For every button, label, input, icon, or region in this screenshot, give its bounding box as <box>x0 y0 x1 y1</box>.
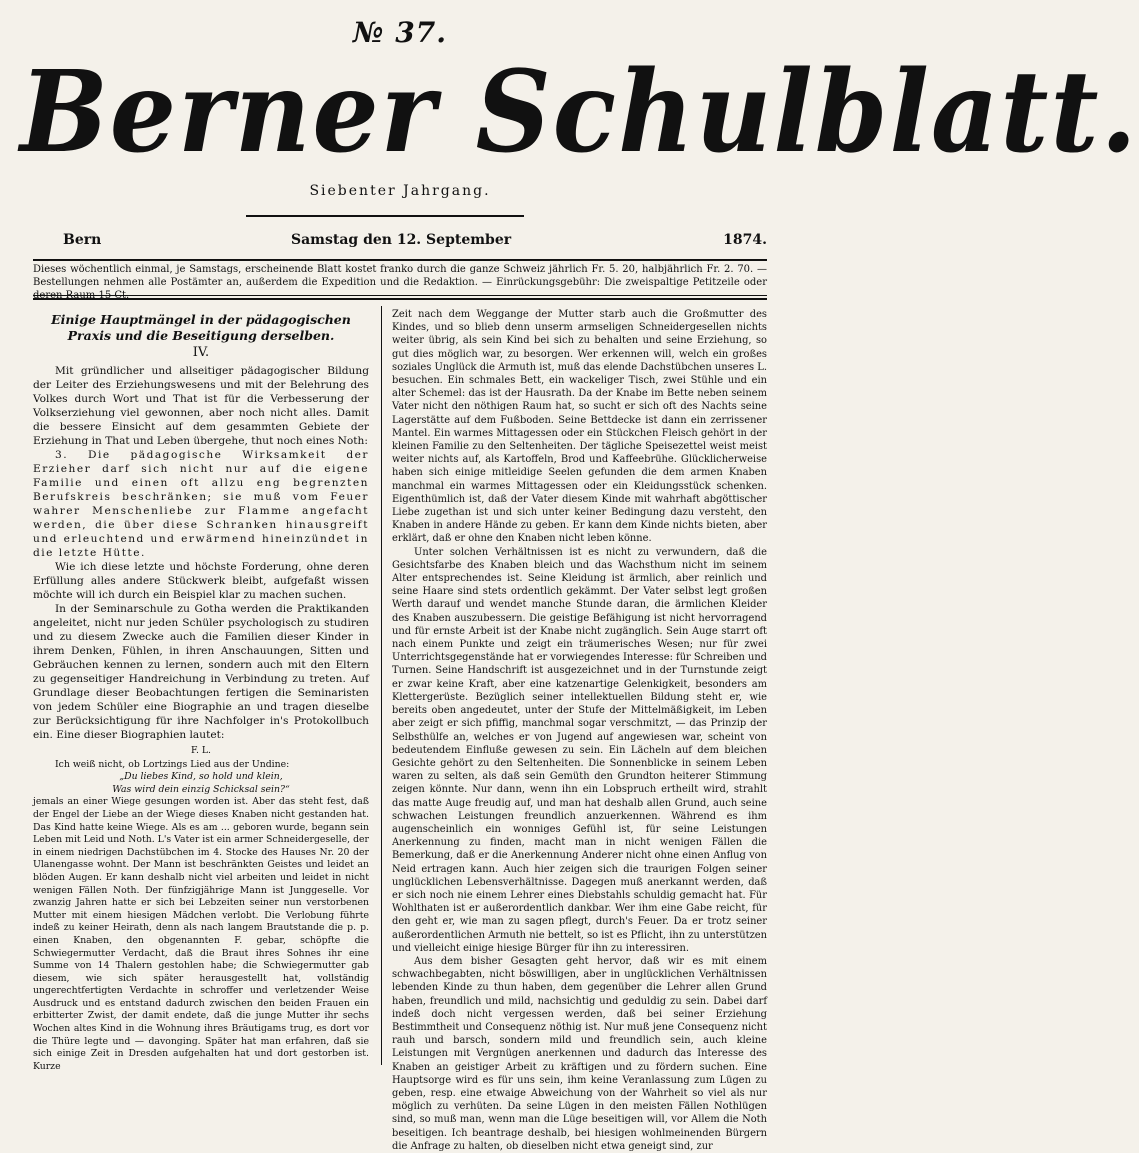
header-rule-thin <box>33 295 767 296</box>
header-rule-top <box>33 259 767 261</box>
poem-line: „Du liebes Kind, so hold und klein, <box>119 771 283 783</box>
subscription-notice: Dieses wöchentlich einmal, je Samstags, erscheinende Blatt kostet franko durch die ganze Schweiz jährlich Fr. 5. 20, halbjährlich Fr. 2. 70. — Bestellungen nehmen alle Postämter an, außerdem die Expedition und die Redaktion. — Einrückungsgebühr: Die zweispaltige Petitzeile oder <box>33 264 767 288</box>
paragraph: jemals an einer Wiege gesungen worden ist. Aber das steht fest, daß der Engel der Liebe an der Wiege dieses Knaben nicht gestanden hat. Das Kind hatte keine Wiege. Als es am ... geboren wurde, begann sein Leben mit Leid und Noth. L's Vater ist ein armer Schneidergeselle, der in einem niedrigen Dachstübchen im 4. Stocke des Hauses Nr. 20 der Ulanengasse wohnt. Der Mann ist beschränkten Geistes und leidet an blöden Augen. Er kann deshalb nicht viel arbeiten und leidet in nicht wenigen Fällen Noth. Der fünfzigjährige Mann ist Junggeselle. Vor zwanzig Jahren hatte er sich bei Lebzeiten seiner nun verstorbenen Mutter mit einem hiesigen Mädchen verlobt. Die Verlobung führte indeß zu keiner Heirath, denn als nach langem Brautstande die p. p. einen Knaben, den obgenannten F. gebar, schöpfte die Schwiegermutter Verdacht, daß die Braut ihres Sohnes ihr eine Summe von 14 Thalern gestohlen habe; die Schwiegermutter gab diesem, wie sich später herausgestellt hat, vollständig ungerechtfertigten Verdachte in schroffer und verletzender Weise Ausdruck und es entstand dadurch zwischen den beiden Frauen ein erbitterter Zwist, der damit endete, daß die junge Mutter ihr sechs Wochen altes Kind in die Wohnung ihres Bräutigams trug, es dort vor die Thüre legte und — davonging. Später hat man erfahren, daß sie sich einige Zeit in Dresden aufgehalten hat und dort gestorben ist. Kurze <box>33 796 369 1072</box>
biography-initials: F. L. <box>190 745 212 756</box>
right-column <box>392 308 767 1152</box>
issue-number: № 37. <box>353 16 447 49</box>
column-divider <box>381 306 382 1065</box>
dateline-city: Bern <box>63 232 102 248</box>
paragraph: Wie ich diese letzte und höchste Forderung, ohne deren Erfüllung alles andere Stückwerk bleibt, aufgefaßt wissen möchte will ich durch ein Beispiel klar zu machen suchen. <box>33 561 369 601</box>
dateline <box>33 232 767 254</box>
section-number: IV. <box>192 345 210 360</box>
masthead-divider <box>246 215 524 217</box>
left-column <box>33 308 369 1072</box>
article-title: Einige Hauptmängel in der pädagogischen Praxis und die Beseitigung derselben. <box>51 312 351 343</box>
paragraph: Zeit nach dem Weggange der Mutter starb auch die Großmutter des Kindes, und so blieb denn unserm armseligen Schneidergesellen nichts weiter übrig, als sein Kind bei sich zu behalten und seine Erziehung, so gut dies möglich war, zu besorgen. Wer erkennen will, welch ein großes soziales Unglück die Armuth ist, muß das elende Dachstübchen unseres L. besuchen. Ein schmales Bett, ein wackeliger Tisch, zwei Stühle und ein alter Schemel: das ist der Hausrath. Da der Knabe im Bette neben seinem Vater nicht den nöthigen Raum hat, so sucht er sich oft des Nachts seine Lagerstätte auf dem Fußboden. Seine Bettdecke ist dann ein zerrissener Mantel. Ein warmes Mittagessen oder ein Stückchen Fleisch gehört in der kleinen Familie zu den Seltenheiten. Der tägliche Speisezettel weist meist weiter nichts auf, als Kartoffeln, Brod und Kaffeebrühe. Glücklicherweise haben sich einige mitleidige Seelen gefunden die dem armen Knaben manchmal ein warmes Mittagessen oder ein Kleidungsstück schenken. Eigenthümlich ist, daß der Vater diesem Kinde mit wahrhaft abgöttischer Liebe zugethan ist und sich unter keiner Bedingung dazu versteht, den Knaben in andere Hände zu geben. Er kann dem Kinde nichts bieten, aber erklärt, daß er ohne den Knaben nicht leben könne. <box>392 309 767 545</box>
masthead-title: Berner Schulblatt. <box>20 45 1139 178</box>
dateline-year: 1874. <box>723 232 767 248</box>
volume-subtitle: Siebenter Jahrgang. <box>309 183 491 199</box>
poem-line: Was wird dein einzig Schicksal sein?“ <box>112 783 290 795</box>
paragraph: Aus dem bisher Gesagten geht hervor, daß wir es mit einem schwachbegabten, nicht böswilligen, aber in unglücklichen Verhältnissen lebenden Kinde zu thun haben, dem gegenüber die Lehrer allen Grund haben, freundlich und mild, nachsichtig und geduldig zu sein. Dabei darf indeß doch nicht vergessen werden, daß bei seiner Erziehung Bestimmtheit und Consequenz nöthig ist. Nur muß jene Consequenz nicht rauh und barsch, sondern mild und freundlich sein, auch kleine Leistungen mit Vergnügen anerkennen und dadurch das Interesse des Knaben an geistiger Arbeit zu kräftigen und zu fördern suchen. Eine Hauptsorge wird es für uns sein, ihm keine Veranlassung zum Lügen zu geben, resp. eine etwaige Abweichung von der Wahrheit so viel als nur möglich zu verhüten. Da seine Lügen in den meisten Fällen Nothlügen sind, so muß man, wenn man die Lüge beseitigen will, vor Allem die Noth beseitigen. Ich beantrage deshalb, bei hiesigen wohlmeinenden Bürgern die Anfrage zu halten, ob dieselben nicht etwa geneigt sind, zur <box>392 955 767 1152</box>
paragraph-emphasized: 3. Die pädagogische Wirksamkeit der Erzieher darf sich nicht nur auf die eigene Familie und einen oft allzu eng begrenzten Berufskreis beschränken; sie muß vom Feuer wahrer Menschenliebe zur Flamme angefacht werden, die über diese Schranken hinausgreift und erleuchtend und erwärmend hineinzündet in die letzte Hütte. <box>33 449 369 559</box>
paragraph: In der Seminarschule zu Gotha werden die Praktikanden angeleitet, nicht nur jeden Schüler psychologisch zu studiren und zu diesem Zwecke auch die Familien dieser Kinder in ihrem Denken, Fühlen, in ihren Anschauungen, Sitten und Gebräuchen kennen zu lernen, sondern auch mit den Eltern zu gegenseitiger Handreichung in Verbindung zu treten. Auf Grundlage dieser Beobachtungen fertigen die Seminaristen von jedem Schüler eine Biographie an und tragen dieselbe zur Berücksichtigung für ihre Nachfolger in's Protokollbuch ein. Eine dieser Biographien lautet: <box>33 603 369 741</box>
header-rule-bottom <box>33 298 767 300</box>
dateline-date: Samstag den 12. September <box>291 232 512 248</box>
quote-intro: Ich weiß nicht, ob Lortzings Lied aus der Undine: <box>55 758 290 770</box>
paragraph: Mit gründlicher und allseitiger pädagogischer Bildung der Leiter des Erziehungswesens und mit der Belehrung des Volkes durch Wort und That ist für die Verbesserung der Volkserziehung viel gewonnen, aber noch nicht alles. Damit die bessere Einsicht auf dem gesammten Gebiete der Erziehung in That und Leben übergehe, thut noch eines Noth: <box>33 365 369 447</box>
paragraph: Unter solchen Verhältnissen ist es nicht zu verwundern, daß die Gesichtsfarbe des Knaben bleich und das Wachsthum nicht im seinem Alter entsprechendes ist. Seine Kleidung ist ärmlich, aber reinlich und seine Haare sind stets ordentlich gekämmt. Der Vater selbst legt großen Werth darauf und wendet manche Stunde daran, die ärmlichen Kleider des Knaben auszubessern. Die geistige Befähigung ist nicht hervorragend und für ernste Arbeit ist der Knabe nicht zugänglich. Sein Auge starrt oft nach einem Punkte und zeigt ein träumerisches Wesen; nur für zwei Unterrichtsgegenstände hat er vorwiegendes Interesse: für Schreiben und Turnen. Seine Handschrift ist ausgezeichnet und in der Turnstunde zeigt er zwar keine Kraft, aber eine katzenartige Gelenkigkeit, besonders am Klettergerüste. Bezüglich seiner intellektuellen Bildung steht er, wie bereits oben angedeutet, unter der Stufe der Mittelmäßigkeit, im Leben aber zeigt er sich pfiffig, manchmal sogar verschmitzt, — das Prinzip der Selbsthülfe an, welches er von Jugend auf angewiesen war, scheint von bedeutendem Einfluße gewesen zu sein. Ein Lächeln auf dem bleichen Gesichte gehört zu den Seltenheiten. Die Sonnenblicke in seinem Leben waren zu selten, als daß sein Gemüth den Grundton heiterer Stimmung zeigen könnte. Nur dann, wenn ihn ein Lobspruch ertheilt wird, strahlt das matte Auge freudig auf, und man hat deshalb allen Grund, auch seine schwachen Leistungen freundlich anzuerkennen. Während es ihm augenscheinlich ein wonniges Gefühl ist, für seine Leistungen Anerkennung zu finden, macht man in nicht wenigen Fällen die Bemerkung, daß er die Anerkennung Anderer nicht ohne einen Anflug von Neid ertragen kann. Auch hier zeigen sich die traurigen Folgen seiner unglücklichen Lebensverhältnisse. Dagegen muß anerkannt werden, daß er sich noch nie einem Lehrer eines Diebstahls schuldig gemacht hat. Für Wohlthaten ist er außerordentlich dankbar. Wer ihm eine Gabe reicht, für den geht er, wie man zu sagen pflegt, durch's Feuer. Da er trotz seiner außerordentlichen Armuth nie bettelt, so ist es Pflicht, ihn zu unterstützen und vielleicht einige hiesige Bürger für ihn zu interessiren. <box>392 546 767 954</box>
